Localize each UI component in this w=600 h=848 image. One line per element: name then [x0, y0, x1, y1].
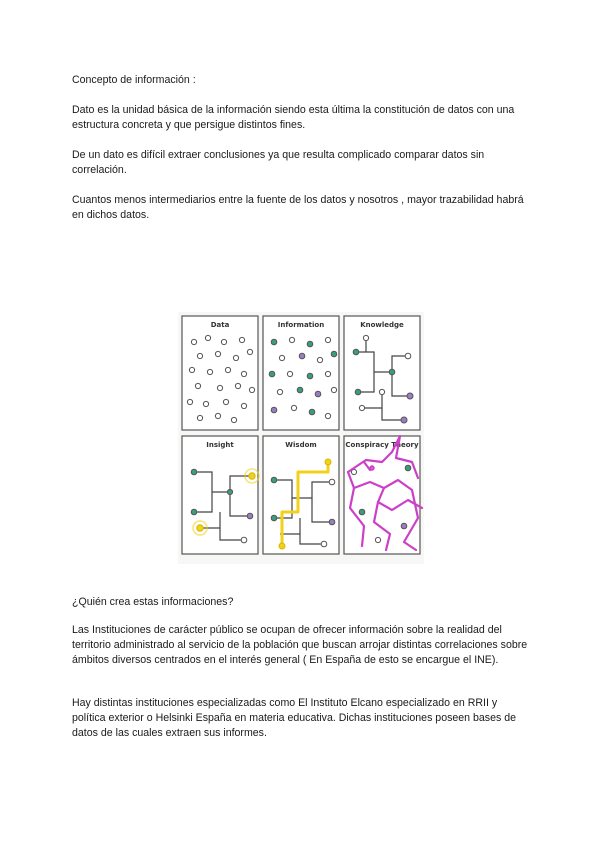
panel-conspiracy-theory — [344, 436, 422, 554]
paragraph-2: De un dato es difícil extraer conclusiones ya que resulta complicado comparar datos sin correlación. — [72, 149, 485, 176]
data-to-wisdom-illustration — [178, 312, 424, 564]
paragraph-3: Cuantos menos intermediarios entre la fuente de los datos y nosotros , mayor trazabilidad habrá en dichos datos. — [72, 194, 524, 221]
panel-title-data: Data — [210, 321, 230, 329]
section-heading: Concepto de información : — [72, 74, 196, 86]
panel-data — [182, 316, 258, 430]
panel-title-insight: Insight — [206, 441, 234, 449]
panel-insight — [182, 436, 259, 554]
paragraph-1: Dato es la unidad básica de la información siendo esta última la constitución de datos con una estructura concreta y que persigue distintos fines. — [72, 104, 515, 131]
panel-title-information: Information — [277, 321, 325, 329]
paragraph-4: Las Instituciones de carácter público se ocupan de ofrecer información sobre la realidad del territorio administrado al servicio de la población que buscan arrojar distintas correlaciones sobre ámbitos diversos centrados en el interés general ( En España de esto se encargue el INE). — [72, 624, 528, 666]
panel-knowledge — [344, 316, 420, 430]
section-question: ¿Quién crea estas informaciones? — [72, 596, 234, 608]
panel-information — [263, 316, 339, 430]
panel-title-wisdom: Wisdom — [285, 441, 317, 449]
panel-wisdom — [263, 436, 339, 554]
panel-title-conspiracy-theory: Conspiracy Theory — [345, 441, 419, 449]
paragraph-5: Hay distintas instituciones especializadas como El Instituto Elcano especializado en RRII y política exterior o Helsinki España en materia educativa. Dichas instituciones poseen bases de datos de las cuales extraen sus informes. — [72, 697, 517, 739]
panel-title-knowledge: Knowledge — [360, 321, 404, 329]
